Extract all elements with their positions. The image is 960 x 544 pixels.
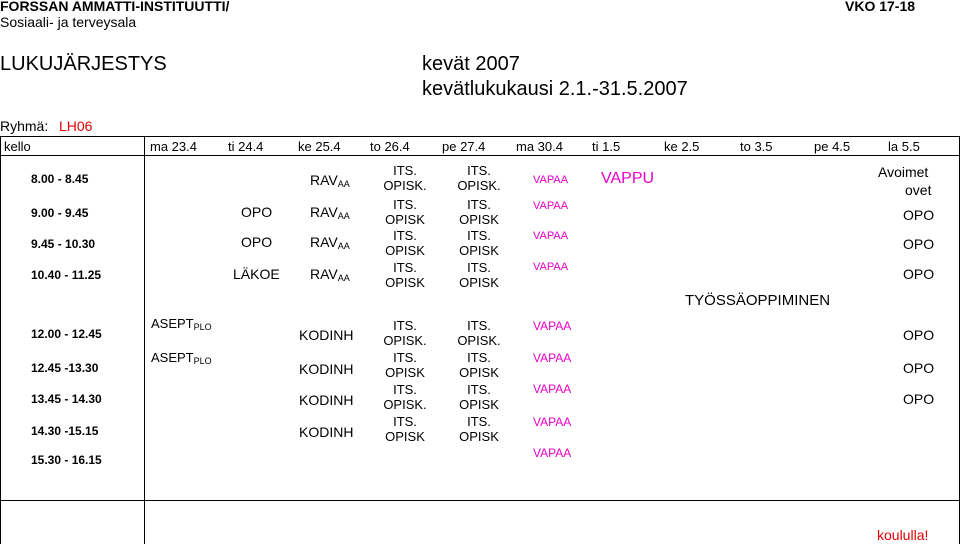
group-label: Ryhmä: bbox=[0, 118, 49, 134]
its-opisk-cell: ITS. OPISK. bbox=[383, 163, 427, 193]
day-header: pe 4.5 bbox=[814, 139, 851, 154]
time-slot: 12.45 -13.30 bbox=[31, 361, 99, 375]
rav-cell: $RAV_{AA}$ bbox=[310, 204, 350, 221]
time-slot: 12.00 - 12.45 bbox=[31, 327, 102, 341]
its-opisk-cell: ITS. OPISK bbox=[385, 414, 425, 444]
vappu-cell: VAPPU bbox=[601, 170, 655, 187]
day-header: to 26.4 bbox=[370, 139, 410, 154]
opo-cell: OPO bbox=[903, 327, 935, 343]
its-opisk-cell: ITS. OPISK bbox=[459, 414, 499, 444]
avoimet-label: Avoimet bbox=[878, 164, 929, 180]
time-slot: 14.30 -15.15 bbox=[31, 424, 99, 438]
day-header: to 3.5 bbox=[740, 139, 773, 154]
opo-cell: OPO bbox=[903, 391, 935, 407]
opo-cell: OPO bbox=[903, 207, 935, 223]
time-slot: 10.40 - 11.25 bbox=[31, 268, 102, 282]
vapaa-cell: VAPAA bbox=[533, 446, 572, 460]
opo-cell: OPO bbox=[903, 236, 935, 252]
its-opisk-cell: ITS. OPISK bbox=[385, 350, 425, 380]
its-opisk-cell: ITS. OPISK bbox=[459, 350, 499, 380]
its-opisk-cell: ITS. OPISK bbox=[459, 382, 499, 412]
department-name: Sosiaali- ja terveysala bbox=[0, 14, 137, 30]
vapaa-cell: VAPAA bbox=[533, 174, 569, 186]
time-slot: 9.00 - 9.45 bbox=[31, 206, 89, 220]
its-opisk-cell: ITS. OPISK. bbox=[457, 163, 501, 193]
tyossaoppiminen-label: TYÖSSÄOPPIMINEN bbox=[685, 292, 831, 309]
opo-cell: OPO bbox=[903, 266, 935, 282]
asept-cell: $ASEPT_{PLO}$ bbox=[151, 350, 212, 366]
its-opisk-cell: ITS. OPISK bbox=[459, 260, 499, 290]
vapaa-cell: VAPAA bbox=[533, 415, 572, 429]
group-value: LH06 bbox=[59, 118, 93, 134]
time-slot: 8.00 - 8.45 bbox=[31, 172, 89, 186]
laekoe-cell: LÄKOE bbox=[233, 266, 280, 282]
vapaa-cell: VAPAA bbox=[533, 319, 572, 333]
day-header: ma 23.4 bbox=[150, 139, 197, 154]
day-header: ti 1.5 bbox=[592, 139, 621, 154]
time-slot: 13.45 - 14.30 bbox=[31, 392, 102, 406]
day-header: ke 25.4 bbox=[298, 139, 341, 154]
vapaa-cell: VAPAA bbox=[533, 351, 572, 365]
rav-cell: $RAV_{AA}$ bbox=[310, 172, 350, 189]
time-slot: 9.45 - 10.30 bbox=[31, 237, 96, 251]
vapaa-cell: VAPAA bbox=[533, 261, 569, 273]
ovet-label: ovet bbox=[905, 182, 932, 198]
kodinh-cell: KODINH bbox=[299, 327, 354, 343]
koululla-note: koululla! bbox=[877, 527, 929, 543]
opo-cell: OPO bbox=[903, 360, 935, 376]
its-opisk-cell: ITS. OPISK bbox=[385, 260, 425, 290]
its-opisk-cell: ITS. OPISK. bbox=[383, 318, 427, 348]
its-opisk-cell: ITS. OPISK bbox=[459, 228, 499, 258]
institution-name: FORSSAN AMMATTI-INSTITUUTTI/ bbox=[0, 0, 230, 14]
asept-cell: $ASEPT_{PLO}$ bbox=[151, 316, 212, 332]
vapaa-cell: VAPAA bbox=[533, 200, 569, 212]
term-label: kevät 2007 bbox=[422, 53, 520, 75]
vapaa-cell: VAPAA bbox=[533, 382, 572, 396]
its-opisk-cell: ITS. OPISK. bbox=[383, 382, 427, 412]
kodinh-cell: KODINH bbox=[299, 361, 354, 377]
vapaa-cell: VAPAA bbox=[533, 230, 569, 242]
week-label: VKO 17-18 bbox=[845, 0, 916, 14]
its-opisk-cell: ITS. OPISK. bbox=[457, 318, 501, 348]
kodinh-cell: KODINH bbox=[299, 392, 354, 408]
day-header: ti 24.4 bbox=[228, 139, 264, 154]
kodinh-cell: KODINH bbox=[299, 424, 354, 440]
kello-header: kello bbox=[4, 139, 31, 154]
period-label: kevätlukukausi 2.1.-31.5.2007 bbox=[422, 78, 688, 100]
rav-cell: $RAV_{AA}$ bbox=[310, 234, 350, 251]
opo-cell: OPO bbox=[241, 204, 273, 220]
opo-cell: OPO bbox=[241, 234, 273, 250]
its-opisk-cell: ITS. OPISK bbox=[385, 197, 425, 227]
time-slot: 15.30 - 16.15 bbox=[31, 453, 102, 467]
its-opisk-cell: ITS. OPISK bbox=[385, 228, 425, 258]
day-header: la 5.5 bbox=[888, 139, 920, 154]
rav-cell: $RAV_{AA}$ bbox=[310, 266, 350, 283]
day-header: ma 30.4 bbox=[516, 139, 563, 154]
day-header: ke 2.5 bbox=[664, 139, 700, 154]
page-title: LUKUJÄRJESTYS bbox=[0, 53, 167, 75]
its-opisk-cell: ITS. OPISK bbox=[459, 197, 499, 227]
day-header: pe 27.4 bbox=[442, 139, 486, 154]
